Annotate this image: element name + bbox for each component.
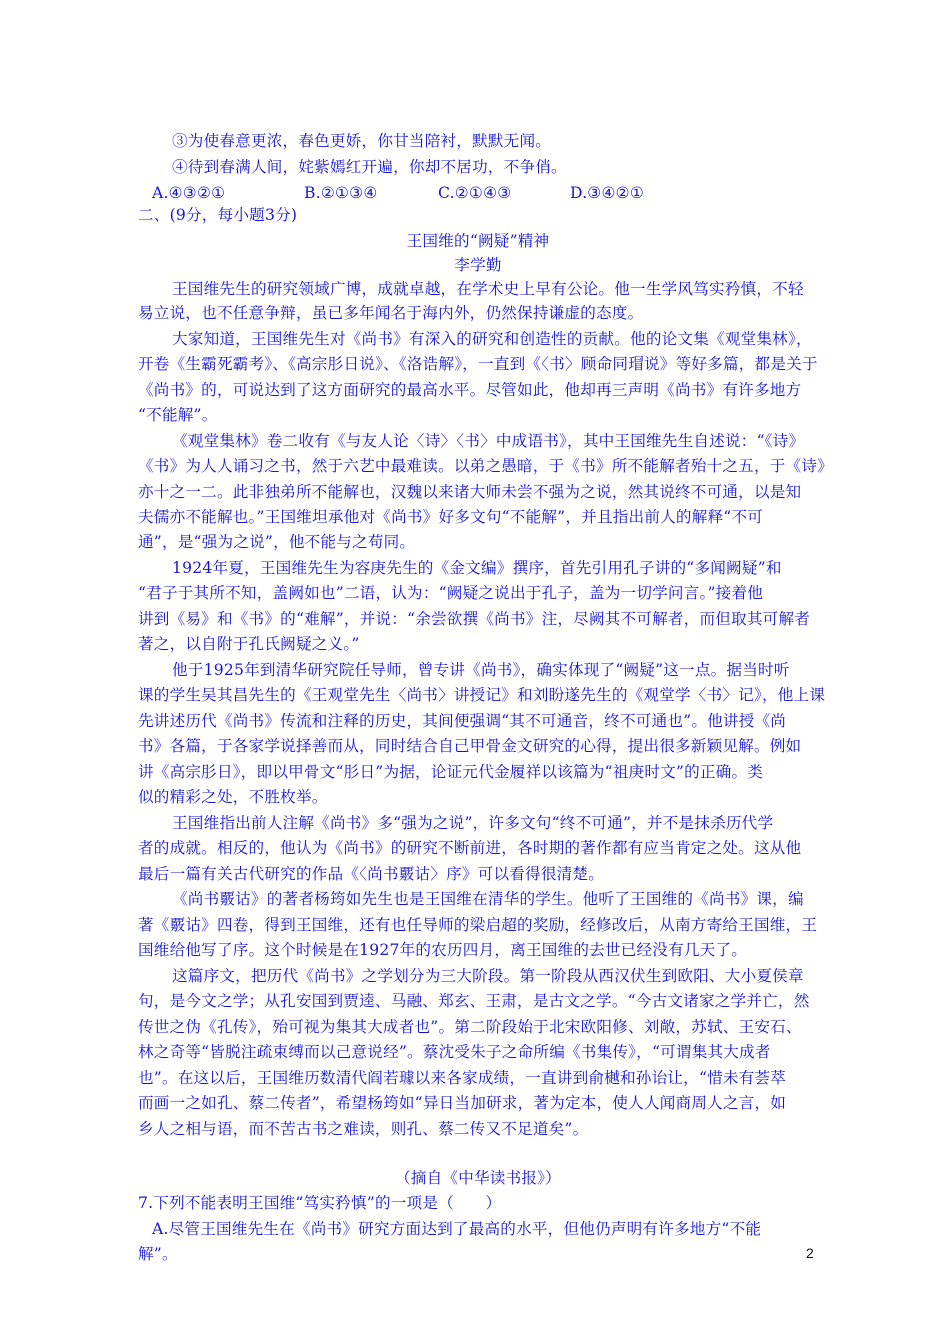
article-source: （摘自《中华读书报》） bbox=[395, 1169, 561, 1187]
article-line: 讲到《易》和《书》的“难解”，并说：“余尝欲撰《尚书》注，尽阙其不可解者，而但取其可解者 bbox=[138, 610, 811, 628]
article-line: 开卷《生霸死霸考》、《高宗肜日说》、《洛诰解》，一直到《〈书〉顾命同瑁说》等好多篇，都是关于 bbox=[138, 355, 818, 373]
question-7-stem: 7.下列不能表明王国维“笃实矜慎”的一项是（ ） bbox=[138, 1194, 502, 1212]
article-line: “不能解”。 bbox=[138, 406, 218, 424]
article-line: 著《覈诂》四卷，得到王国维，还有也任导师的梁启超的奖励，经修改后，从南方寄给王国维，王 bbox=[138, 916, 818, 934]
article-line: 国维给他写了序。这个时候是在1927年的农历四月，离王国维的去世已经没有几天了。 bbox=[138, 941, 748, 959]
article-line: 最后一篇有关古代研究的作品《〈尚书覈诂〉序》可以看得很清楚。 bbox=[138, 865, 605, 883]
choice-a: A.④③②① bbox=[152, 184, 226, 202]
article-line: 书》各篇，于各家学说择善而从，同时结合自己甲骨金文研究的心得，提出很多新颖见解。例如 bbox=[138, 737, 802, 755]
article-line: 而画一之如孔、蔡二传者”，希望杨筠如“异日当加研求，著为定本，使人人闻商周人之言，如 bbox=[138, 1094, 787, 1112]
article-line: 课的学生吴其昌先生的《王观堂先生〈尚书〉讲授记》和刘盼遂先生的《观堂学〈书〉记》，他上课 bbox=[138, 686, 826, 704]
article-line: 先讲述历代《尚书》传流和注释的历史，其间便强调“其不可通音，终不可通也”。他讲授《尚 bbox=[138, 712, 787, 730]
article-line: 亦十之一二。此非独弟所不能解也，汉魏以来诸大师未尝不强为之说，然其说终不可通，以是知 bbox=[138, 483, 802, 501]
article-line: 《书》为人人诵习之书，然于六艺中最难读。以弟之愚暗，于《书》所不能解者殆十之五，于《诗》 bbox=[138, 457, 833, 475]
article-line: 著之，以自附于孔氏阙疑之义。” bbox=[138, 635, 360, 653]
article-line: 易立说，也不任意争辩，虽已多年闻名于海内外，仍然保持谦虚的态度。 bbox=[138, 304, 644, 322]
article-line: 通”，是“强为之说”，他不能与之苟同。 bbox=[138, 533, 416, 551]
choice-d: D.③④②① bbox=[570, 184, 645, 202]
article-line: 《观堂集林》卷二收有《与友人论〈诗〉〈书〉中成语书》，其中王国维先生自述说：“《诗》 bbox=[172, 432, 805, 450]
question-7-option-a: A.尽管王国维先生在《尚书》研究方面达到了最高的水平，但他仍声明有许多地方“不能 bbox=[152, 1220, 762, 1238]
article-author: 李学勤 bbox=[454, 256, 502, 274]
article-line: 1924年夏，王国维先生为容庚先生的《金文编》撰序，首先引用孔子讲的“多闻阙疑”和 bbox=[172, 559, 782, 577]
article-line: 《尚书覈诂》的著者杨筠如先生也是王国维在清华的学生。他听了王国维的《尚书》课，编 bbox=[172, 890, 804, 908]
article-line: 传世之伪《孔传》，殆可视为集其大成者也”。第二阶段始于北宋欧阳修、刘敞，苏轼、王安石、 bbox=[138, 1018, 802, 1036]
option-line-4: ④待到春满人间，姹紫嫣红开遍，你却不居功，不争俏。 bbox=[172, 158, 567, 176]
article-line: 句，是今文之学；从孔安国到贾逵、马融、郑玄、王肃，是古文之学。“今古文诸家之学并亡，然 bbox=[138, 992, 810, 1010]
choice-c: C.②①④③ bbox=[438, 184, 512, 202]
option-line-3: ③为使春意更浓，春色更娇，你甘当陪衬，默默无闻。 bbox=[172, 132, 552, 150]
article-line: 者的成就。相反的，他认为《尚书》的研究不断前进，各时期的著作都有应当肯定之处。这从他 bbox=[138, 839, 802, 857]
section-heading: 二、(9分，每小题3分) bbox=[138, 206, 298, 224]
article-line: 林之奇等“皆脱注疏束缚而以己意说经”。蔡沈受朱子之命所编《书集传》，“可谓集其大成者 bbox=[138, 1043, 771, 1061]
article-line: 《尚书》的，可说达到了这方面研究的最高水平。尽管如此，他却再三声明《尚书》有许多地方 bbox=[138, 381, 802, 399]
page-number: 2 bbox=[806, 1245, 814, 1261]
article-line: 王国维指出前人注解《尚书》多“强为之说”，许多文句“终不可通”，并不是抹杀历代学 bbox=[172, 814, 774, 832]
choice-b: B.②①③④ bbox=[304, 184, 378, 202]
article-line: 他于1925年到清华研究院任导师，曾专讲《尚书》，确实体现了“阙疑”这一点。据当时听 bbox=[172, 661, 790, 679]
article-line: 大家知道，王国维先生对《尚书》有深入的研究和创造性的贡献。他的论文集《观堂集林》， bbox=[172, 330, 812, 348]
question-7-option-a-continued: 解”。 bbox=[138, 1245, 178, 1263]
article-line: 王国维先生的研究领域广博，成就卓越，在学术史上早有公论。他一生学风笃实矜慎，不轻 bbox=[172, 280, 804, 298]
answer-choices bbox=[152, 183, 832, 203]
article-line: “君子于其所不知，盖阙如也”二语，认为：“阙疑之说出于孔子，盖为一切学问言。”接着他 bbox=[138, 584, 764, 602]
article-title: 王国维的“阙疑”精神 bbox=[406, 232, 550, 250]
article-line: 似的精彩之处，不胜枚举。 bbox=[138, 788, 328, 806]
article-line: 也”。在这以后，王国维历数清代阎若璩以来各家成绩，一直讲到俞樾和孙诒让，“惜未有荟萃 bbox=[138, 1069, 787, 1087]
article-line: 夫儒亦不能解也。”王国维坦承他对《尚书》好多文句“不能解”，并且指出前人的解释“不可 bbox=[138, 508, 764, 526]
article-line: 这篇序文，把历代《尚书》之学划分为三大阶段。第一阶段从西汉伏生到欧阳、大小夏侯章 bbox=[172, 967, 804, 985]
article-line: 讲《高宗肜日》，即以甲骨文“肜日”为据，论证元代金履祥以该篇为“祖庚时文”的正确。类 bbox=[138, 763, 764, 781]
article-line: 乡人之相与语，而不苦古书之难读，则孔、蔡二传又不足道矣”。 bbox=[138, 1120, 589, 1138]
